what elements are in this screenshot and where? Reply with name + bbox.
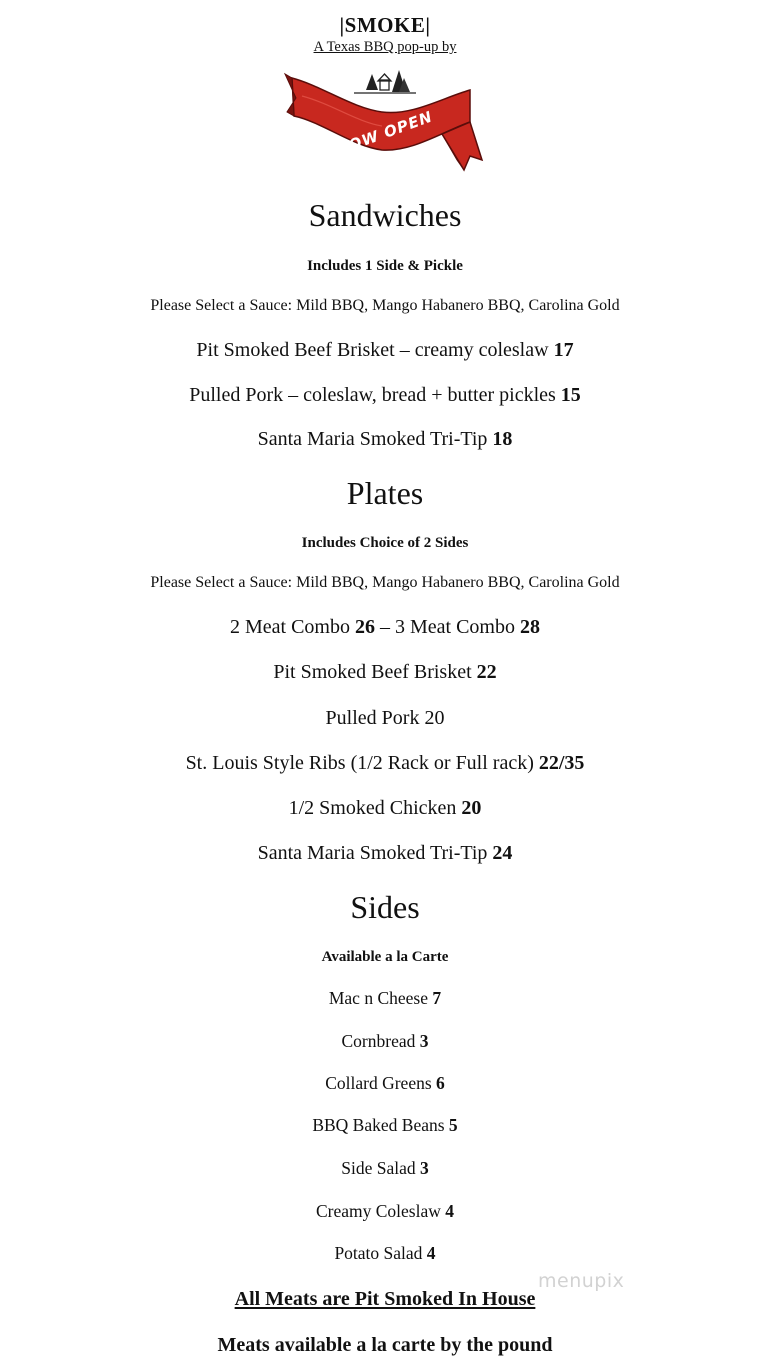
side-item [0, 1245, 770, 1263]
item-name: Cornbread [341, 1031, 416, 1051]
item-price: 20 [461, 797, 482, 819]
item-price: 5 [448, 1115, 458, 1135]
item-price: 24 [492, 842, 513, 864]
item-name: Mac n Cheese [328, 988, 428, 1008]
side-item [0, 1033, 770, 1051]
plates-sauce-note: Please Select a Sauce: Mild BBQ, Mango Habanero BBQ, Carolina Gold [150, 574, 620, 591]
item-name: Santa Maria Smoked Tri-Tip [257, 842, 488, 864]
tagline: A Texas BBQ pop-up by [313, 39, 457, 55]
item-name: Santa Maria Smoked Tri-Tip [257, 428, 488, 450]
item-name: Creamy Coleslaw [315, 1201, 441, 1221]
now-open-banner-logo [282, 60, 487, 185]
item-price: 3 [419, 1031, 429, 1051]
side-item [0, 990, 770, 1008]
item-price: 15 [560, 384, 581, 406]
item-price: 22 [476, 661, 497, 683]
item-name: Pit Smoked Beef Brisket [273, 661, 472, 683]
menu-item [0, 340, 770, 360]
combo-label-2: 3 Meat Combo [395, 616, 515, 638]
item-name: 1/2 Smoked Chicken [288, 797, 457, 819]
item-name: St. Louis Style Ribs (1/2 Rack or Full rack) [185, 752, 534, 774]
side-item [0, 1075, 770, 1093]
menu-item [0, 753, 770, 773]
sides-note: Available a la Carte [321, 949, 449, 965]
footer-by-the-pound: Meats available a la carte by the pound [217, 1334, 553, 1356]
side-item [0, 1117, 770, 1135]
item-name: Side Salad [341, 1158, 416, 1178]
menu-item [0, 385, 770, 405]
plates-note: Includes Choice of 2 Sides [301, 535, 469, 551]
sandwiches-sauce-note: Please Select a Sauce: Mild BBQ, Mango Habanero BBQ, Carolina Gold [150, 297, 620, 314]
menu-item [0, 429, 770, 449]
combo-price-1: 26 [355, 616, 375, 638]
item-name: Pit Smoked Beef Brisket – creamy coleslaw [196, 339, 549, 361]
sandwiches-heading: Sandwiches [308, 197, 462, 233]
item-price: 18 [492, 428, 513, 450]
banner-text: NOW OPEN [333, 107, 436, 160]
item-name: Potato Salad [334, 1243, 423, 1263]
item-name: Pulled Pork 20 [325, 707, 445, 729]
item-name: Collard Greens [325, 1073, 432, 1093]
menu-item-combo [0, 617, 770, 637]
item-name: Pulled Pork – coleslaw, bread + butter pickles [189, 384, 556, 406]
item-price: 4 [426, 1243, 436, 1263]
combo-separator: – [380, 616, 390, 638]
restaurant-title: |SMOKE| [339, 13, 431, 37]
combo-label-1: 2 Meat Combo [230, 616, 350, 638]
side-item [0, 1203, 770, 1221]
menu-item [0, 708, 770, 728]
side-item [0, 1160, 770, 1178]
menu-item [0, 798, 770, 818]
item-price: 17 [553, 339, 574, 361]
menu-item [0, 662, 770, 682]
combo-price-2: 28 [520, 616, 540, 638]
watermark: menupix [538, 1270, 625, 1292]
footer-line-1: All Meats are Pit Smoked In House [234, 1288, 536, 1310]
cabin-trees-icon [354, 66, 416, 96]
item-price: 22/35 [538, 752, 585, 774]
plates-heading: Plates [346, 475, 424, 511]
item-price: 4 [445, 1201, 455, 1221]
footer-house-smoked [0, 1289, 770, 1309]
item-price: 3 [420, 1158, 429, 1178]
item-price: 7 [432, 988, 442, 1008]
sandwiches-note: Includes 1 Side & Pickle [307, 258, 463, 274]
sides-heading: Sides [350, 889, 420, 925]
item-name: BBQ Baked Beans [312, 1115, 445, 1135]
item-price: 6 [436, 1073, 445, 1093]
menu-item [0, 843, 770, 863]
